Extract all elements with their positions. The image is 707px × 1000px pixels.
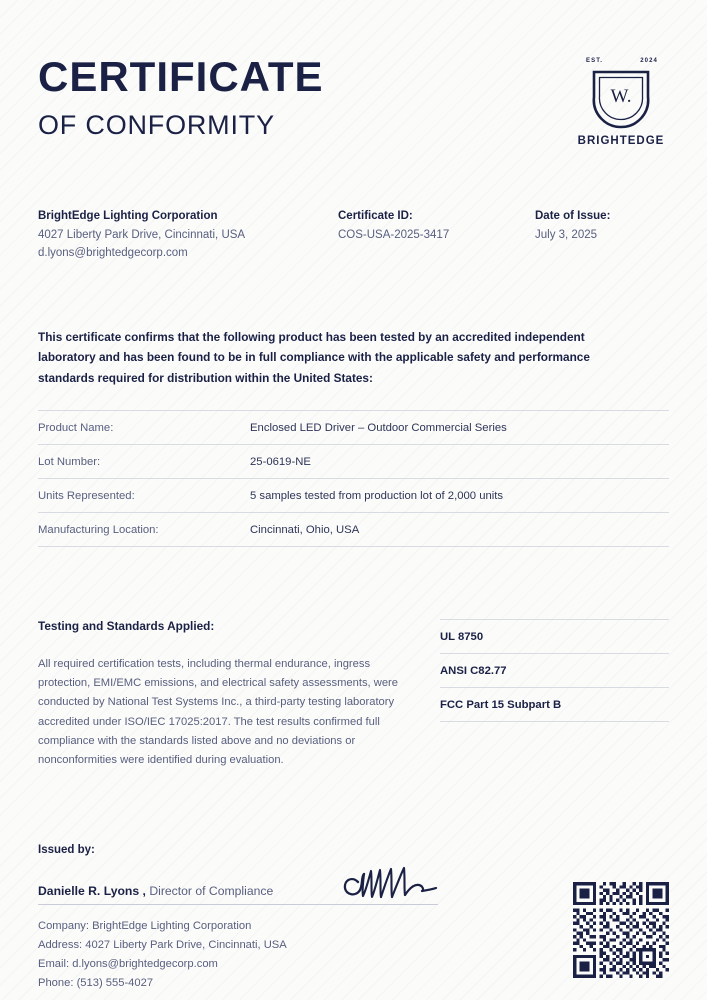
testing-description-block [38, 619, 400, 769]
signer-name: Danielle R. Lyons , [38, 883, 146, 898]
shield-badge [578, 58, 664, 130]
certificate-id-value: COS-USA-2025-3417 [338, 228, 450, 241]
table-row [38, 513, 669, 547]
detail-label: Lot Number: [38, 455, 101, 468]
issuing-company-block [38, 207, 338, 263]
signer-identity [38, 884, 273, 900]
list-item: ANSI C82.77 [440, 654, 669, 688]
testing-heading: Testing and Standards Applied: [38, 619, 215, 634]
contact-phone: Phone: (513) 555-4027 [38, 977, 154, 990]
certificate-id-block [338, 207, 535, 263]
shield-icon [590, 69, 652, 131]
certificate-header [38, 0, 669, 147]
testing-standards-section [38, 619, 669, 769]
product-details-table [38, 410, 669, 547]
company-address: 4027 Liberty Park Drive, Cincinnati, USA [38, 228, 246, 241]
detail-value: Enclosed LED Driver – Outdoor Commercial Series [250, 421, 507, 434]
detail-label: Product Name: [38, 421, 114, 434]
standards-list [440, 619, 669, 769]
established-label: EST. [586, 58, 604, 64]
list-item: UL 8750 [440, 620, 669, 654]
issued-by-section [38, 844, 669, 994]
brand-wordmark: BRIGHTEDGE [577, 135, 665, 147]
qr-code [573, 882, 669, 978]
contact-company: Company: BrightEdge Lighting Corporation [38, 919, 252, 932]
signatory-contact [38, 917, 438, 994]
signer-role: Director of Compliance [149, 883, 274, 898]
company-email: d.lyons@brightedgecorp.com [38, 247, 188, 260]
page-title: CERTIFICATE [38, 53, 324, 100]
detail-value: 5 samples tested from production lot of 2,000 units [250, 489, 504, 502]
table-row [38, 445, 669, 479]
monogram-text: W. [610, 86, 632, 107]
date-of-issue-label: Date of Issue: [535, 210, 611, 222]
date-of-issue-value: July 3, 2025 [535, 228, 598, 241]
page-subtitle: OF CONFORMITY [38, 110, 275, 140]
detail-value: Cincinnati, Ohio, USA [250, 523, 360, 536]
detail-label: Units Represented: [38, 489, 135, 502]
detail-label: Manufacturing Location: [38, 523, 159, 536]
signature-line [38, 884, 438, 905]
date-of-issue-block [535, 207, 669, 263]
certificate-meta [38, 207, 669, 263]
company-name: BrightEdge Lighting Corporation [38, 210, 218, 222]
title-block [38, 52, 324, 139]
issued-by-label: Issued by: [38, 843, 95, 856]
signatory-block [38, 844, 438, 994]
detail-value: 25-0619-NE [250, 455, 311, 468]
conformity-statement: This certificate confirms that the following product has been tested by an accredited independent laboratory and has been found to be in full compliance with the applicable safety and performance standards required for distribution within the United States: [38, 329, 590, 385]
list-item: FCC Part 15 Subpart B [440, 688, 669, 722]
certificate-id-label: Certificate ID: [338, 210, 413, 222]
contact-address: Address: 4027 Liberty Park Drive, Cincinnati, USA [38, 938, 287, 951]
qr-code-image [573, 882, 669, 978]
established-year: 2024 [640, 58, 658, 64]
signature-image [338, 864, 438, 906]
contact-email: Email: d.lyons@brightedgecorp.com [38, 958, 218, 971]
table-row [38, 479, 669, 513]
testing-body: All required certification tests, including thermal endurance, ingress protection, EMI/EMC emissions, and electrical safety assessments, were conducted by National Test Systems Inc., a third-party testing laboratory accredited under ISO/IEC 17025:2017. The test results confirmed full compliance with the standards listed above and no deviations or nonconformities were identified during evaluation. [38, 658, 398, 766]
brand-logo [573, 52, 669, 147]
table-row [38, 411, 669, 445]
